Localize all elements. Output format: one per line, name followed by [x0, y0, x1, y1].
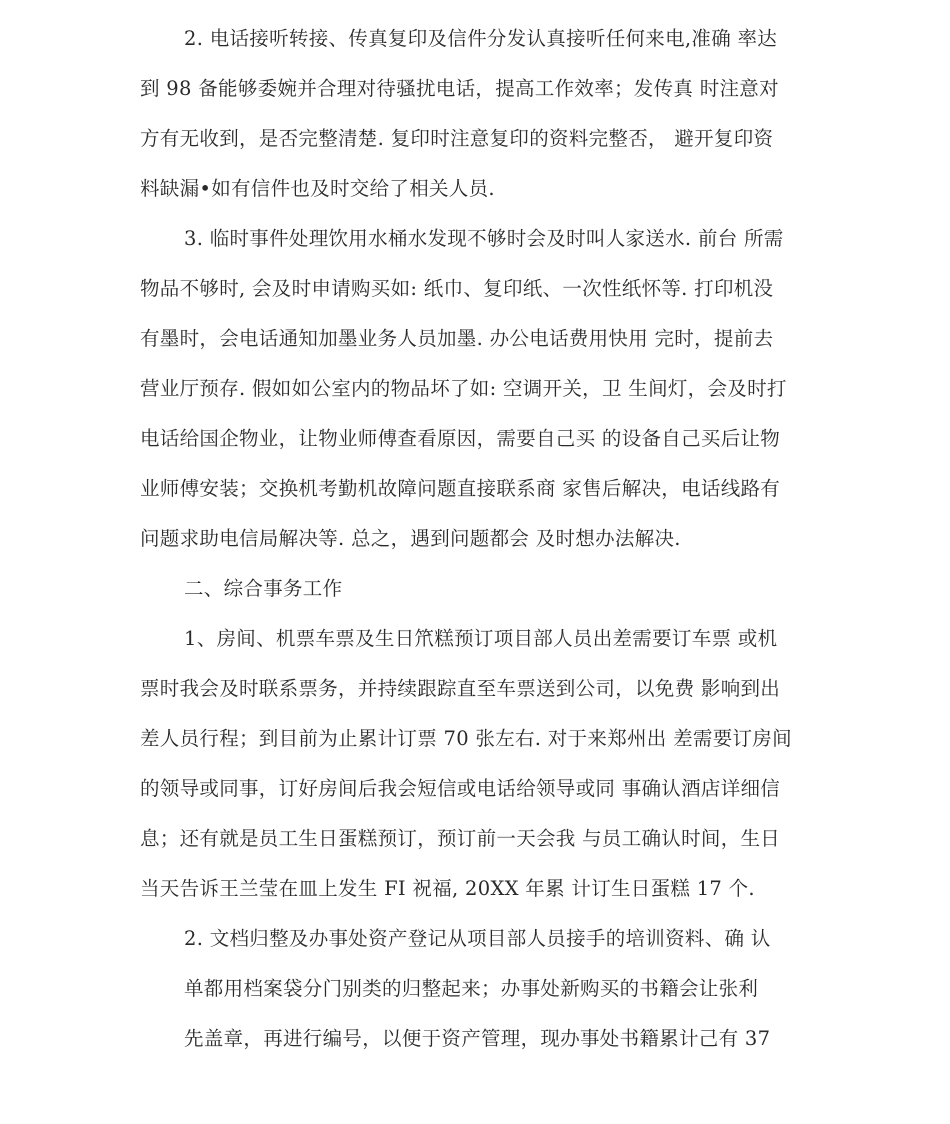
paragraph-line: 问题求助电信局解决等. 总之，遇到问题都会 及时想办法解决.	[140, 527, 681, 550]
paragraph-line: 的领导或同事，订好房间后我会短信或电话给领导或同 事确认酒店详细信	[140, 777, 781, 800]
paragraph-line: 方有无收到，是否完整清楚. 复印时注意复印的资料完整否， 避开复印资	[140, 127, 774, 150]
paragraph-line: 差人员行程；到目前为止累计订票 70 张左右. 对于来郑州出 差需要订房间	[140, 727, 792, 750]
paragraph-line: 到 98 备能够委婉并合理对待骚扰电话，提高工作效率；发传真 时注意对	[140, 77, 779, 100]
paragraph-line: 有墨时，会电话通知加墨业务人员加墨. 办公电话费用快用 完时，提前去	[140, 327, 774, 350]
paragraph-line: 2. 电话接听转接、传真复印及信件分发认真接听任何来电,准确 率达	[184, 27, 778, 50]
paragraph-line: 营业厅预存. 假如如公室内的物品坏了如: 空调开关，卫 生间灯，会及时打	[140, 377, 787, 400]
paragraph-line: 3. 临时事件处理饮用水桶水发现不够时会及时叫人家送水. 前台 所需	[184, 227, 784, 250]
paragraph-line: 息；还有就是员工生日蛋糕预订，预订前一天会我 与员工确认时间，生日	[140, 827, 781, 850]
paragraph-line: 1、房间、机票车票及生日笊糕预订项目部人员出差需要订车票 或机	[184, 627, 778, 650]
section-heading: 二、综合事务工作	[184, 577, 343, 600]
paragraph-line: 先盖章，再进行编号，以便于资产管理，现办事处书籍累计己有 37	[184, 1027, 771, 1050]
paragraph-line: 当天告诉王兰莹在皿上发生 FI 祝福, 20XX 年累 计订生日蛋糕 17 个.	[140, 877, 755, 900]
paragraph-line: 料缺漏•如有信件也及时交给了相关人员.	[140, 177, 495, 200]
paragraph-line: 2. 文档归整及办事处资产登记从项目部人员接手的培训资料、确 认	[184, 927, 771, 950]
paragraph-line: 业师傅安装；交换机考勤机故障问题直接联系商 家售后解决，电话线路有	[140, 477, 781, 500]
paragraph-line: 票时我会及时联系票务，并持续跟踪直至车票送到公司，以免费 影响到出	[140, 677, 781, 700]
paragraph-line: 电话给国企物业，让物业师傅查看原因，需要自己买 的设备自己买后让物	[140, 427, 781, 450]
paragraph-line: 单都用档案袋分门别类的归整起来；办事处新购买的书籍会让张利	[184, 977, 759, 1000]
paragraph-line: 物品不够时, 会及时申请购买如: 纸巾、复印纸、一次性纸怀等. 打印机没	[140, 277, 774, 300]
